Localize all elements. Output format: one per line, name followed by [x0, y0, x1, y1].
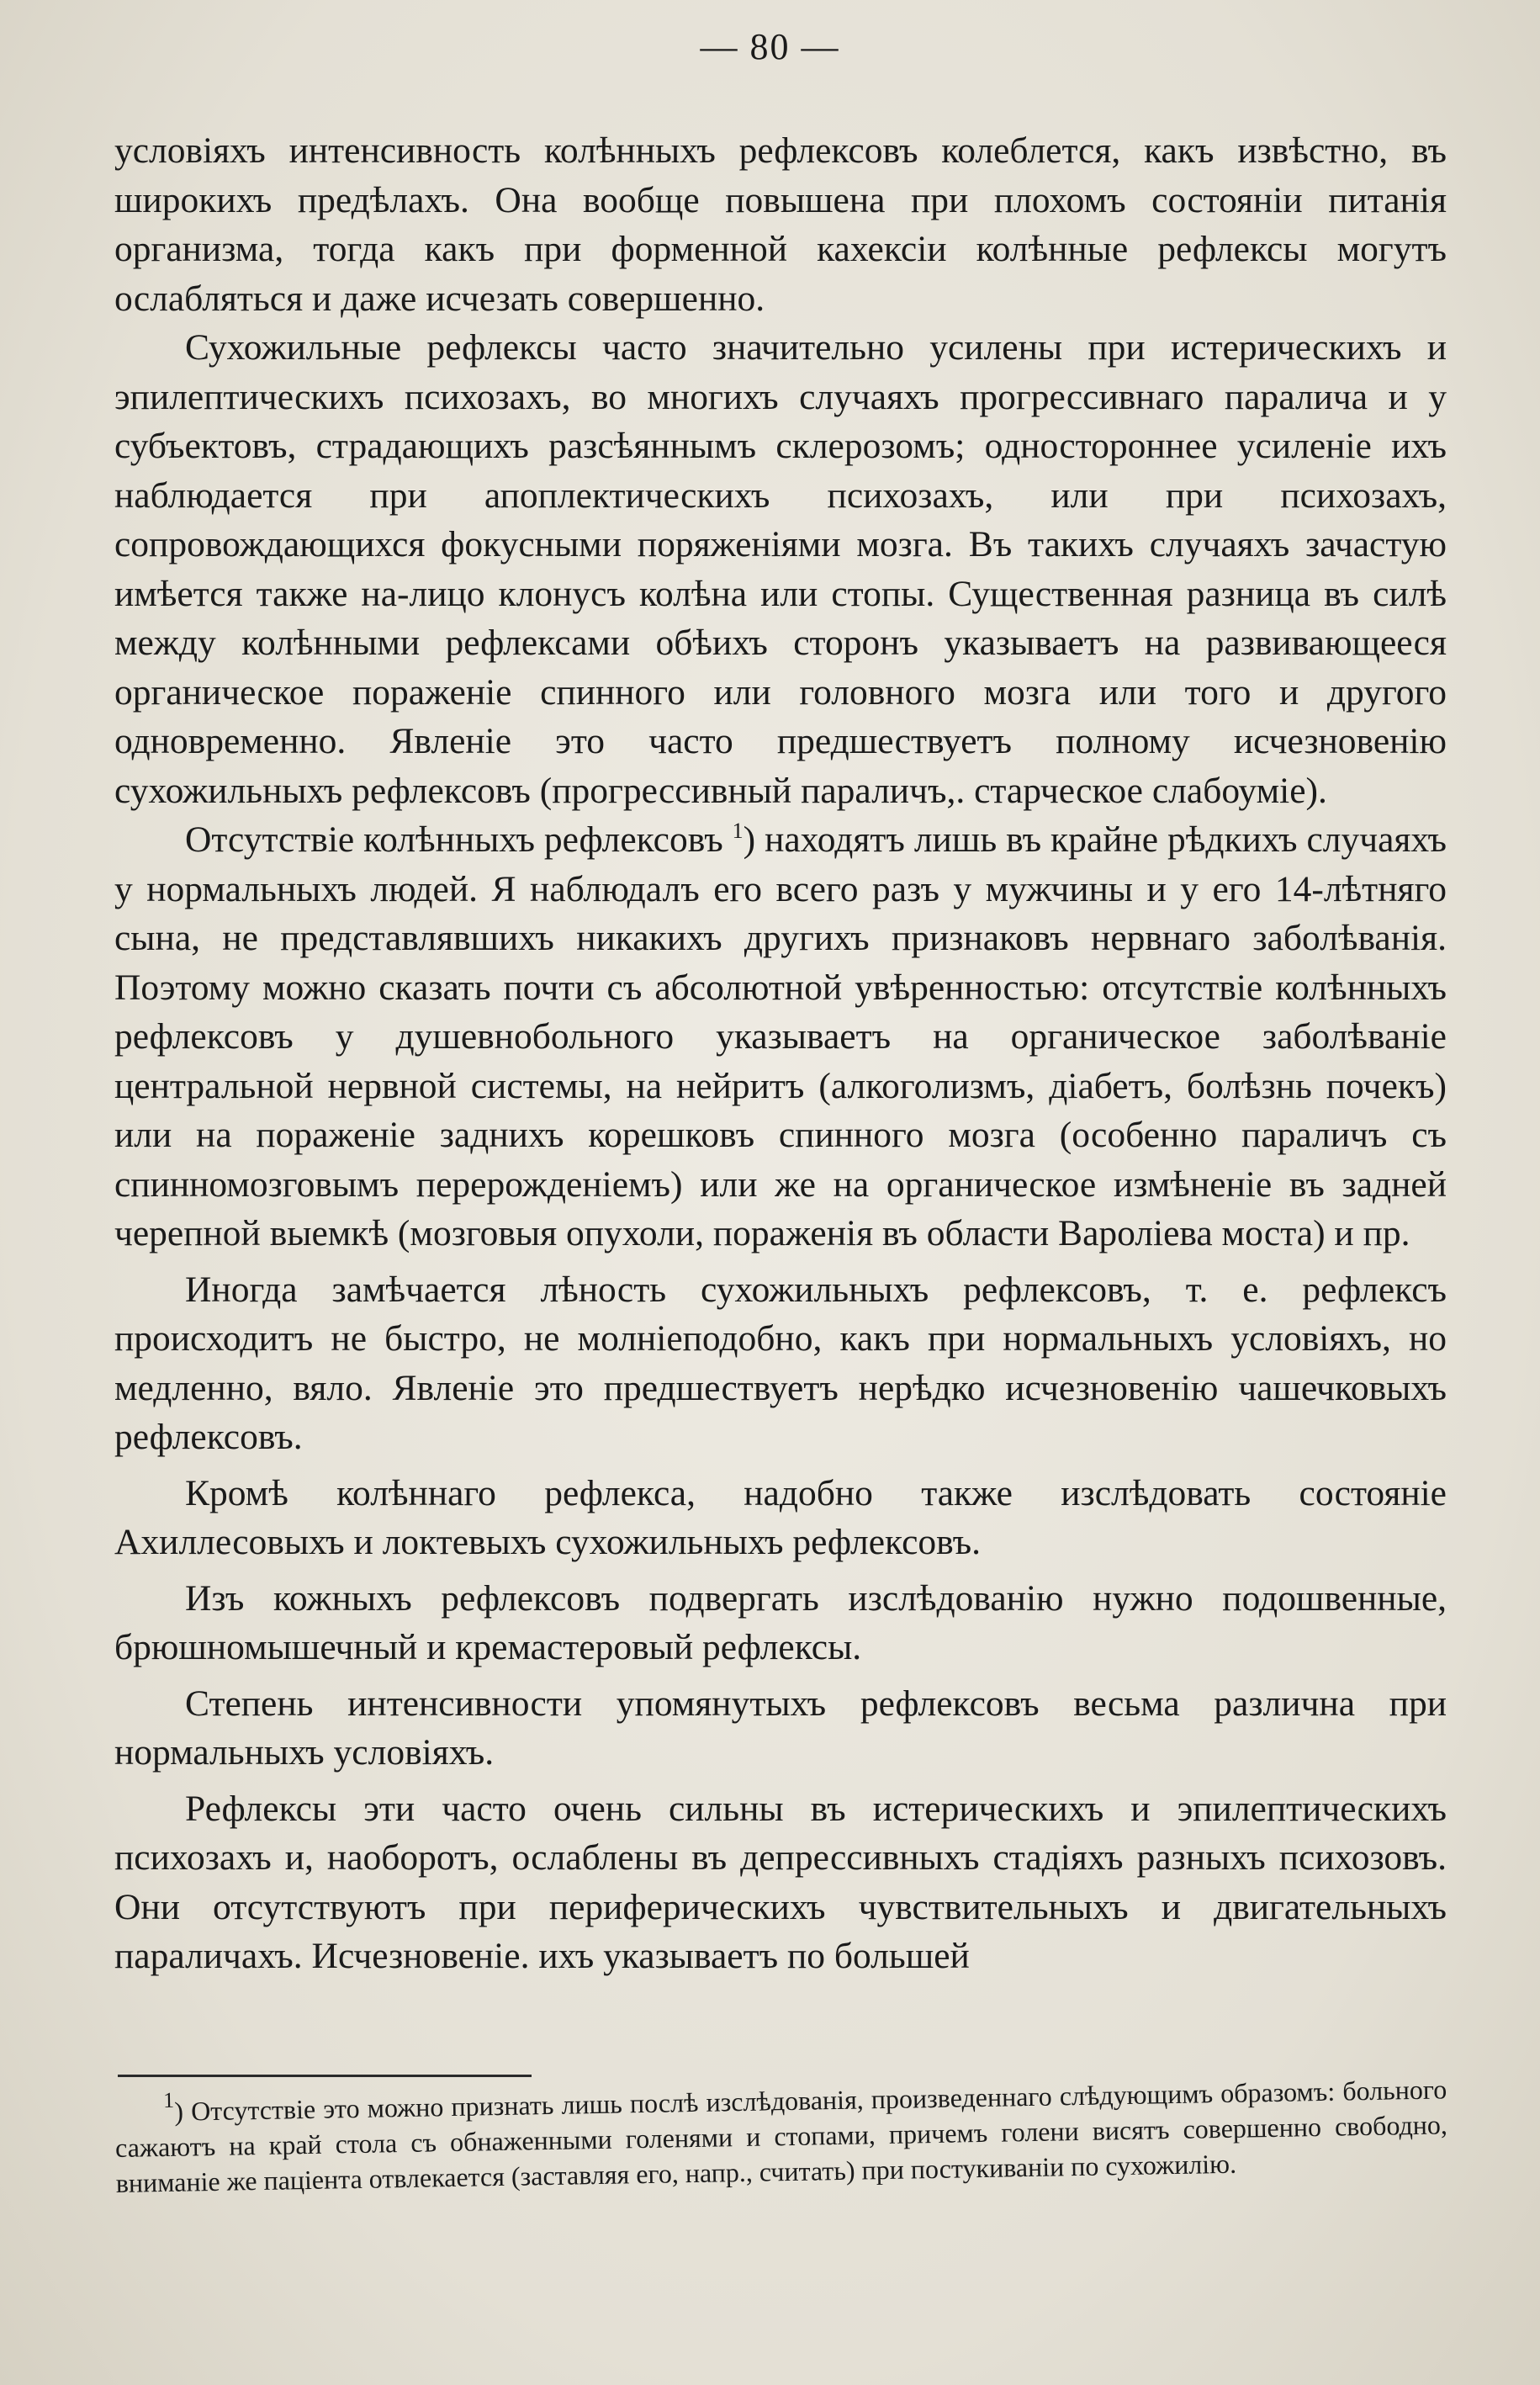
paragraph-continuation: условіяхъ интенсивность колѣнныхъ рефлексовъ колеблется, какъ извѣстно, въ широкихъ предѣлахъ. Она вообще повышена при плохомъ состояніи питанія организма, тогда какъ при форменной кахексіи колѣнные рефлексы могутъ ослабляться и даже исчезать совершенно.	[114, 130, 1447, 319]
footnote-reference[interactable]: 1	[732, 819, 744, 843]
footnote-mark: 1	[162, 2087, 175, 2112]
paragraph-knee-reflex: Кромѣ колѣннаго рефлекса, надобно также изслѣдовать состояніе Ахиллесовыхъ и локтевыхъ сухожильныхъ рефлексовъ.	[114, 1472, 1447, 1562]
paragraph-text-end: ) находятъ лишь въ крайне рѣдкихъ случаяхъ у нормальныхъ людей. Я наблюдалъ его всего разъ у мужчины и у его 14-лѣтняго сына, не представлявшихъ никакихъ другихъ признаковъ нервнаго заболѣванія. Поэтому можно сказать почти съ абсолютной увѣренностью: отсутствіе колѣнныхъ рефлексовъ у душевнобольного указываетъ на органическое заболѣваніе центральной нервной системы, на нейритъ (алкоголизмъ, діабетъ, болѣзнь почекъ) или на пораженіе заднихъ корешковъ спинного мозга (особенно параличъ съ спинномозговымъ перерожденіемъ) или же на органическое измѣненіе въ задней черепной выемкѣ (мозговыя опухоли, пораженія въ области Вароліева моста) и пр.	[114, 819, 1447, 1253]
paragraph-psychoses: Рефлексы эти часто очень сильны въ истерическихъ и эпилептическихъ психозахъ и, наоборотъ, ослаблены въ депрессивныхъ стадіяхъ разныхъ психозовъ. Они отсутствуютъ при периферическихъ чувствительныхъ и двигательныхъ параличахъ. Исчезновеніе. ихъ указываетъ по большей	[114, 1788, 1447, 1976]
paragraph-skin-reflexes: Изъ кожныхъ рефлексовъ подвергать изслѣдованію нужно подошвенные, брюшномышечный и кремастеровый рефлексы.	[114, 1577, 1447, 1667]
footnote-separator	[118, 2075, 532, 2077]
page-number: — 80 —	[700, 26, 840, 67]
main-text	[114, 126, 1447, 1981]
paragraph-tendon-reflexes: Сухожильные рефлексы часто значительно усилены при истерическихъ и эпилептическихъ психозахъ, во многихъ случаяхъ прогрессивнаго паралича и у субъектовъ, страдающихъ разсѣяннымъ склерозомъ; одностороннее усиленіе ихъ наблюдается при апоплектическихъ психозахъ, или при психозахъ, сопровождающихся фокусными поряженіями мозга. Въ такихъ случаяхъ зачастую имѣется также на-лицо клонусъ колѣна или стопы. Существенная разница въ силѣ между колѣнными рефлексами обѣихъ сторонъ указываетъ на развивающееся органическое пораженіе спинного или головного мозга или того и другого одновременно. Явленіе это часто предшествуетъ полному исчезновенію сухожильныхъ рефлексовъ (прогрессивный параличъ,. старческое слабоуміе).	[114, 327, 1447, 811]
paragraph-absence-of-reflexes	[114, 815, 1447, 1259]
paragraph-sluggish-reflexes: Иногда замѣчается лѣность сухожильныхъ рефлексовъ, т. е. рефлексъ происходитъ не быстро, не молніеподобно, какъ при нормальныхъ условіяхъ, но медленно, вяло. Явленіе это предшествуетъ нерѣдко исчезновенію чашечковыхъ рефлексовъ.	[114, 1269, 1447, 1457]
paragraph-intensity: Степень интенсивности упомянутыхъ рефлексовъ весьма различна при нормальныхъ условіяхъ.	[114, 1683, 1447, 1773]
footnote	[114, 2071, 1448, 2201]
paragraph-text-start: Отсутствіе колѣнныхъ рефлексовъ	[185, 819, 733, 860]
footnote-text: ) Отсутствіе это можно признать лишь послѣ изслѣдованія, произведеннаго слѣдующимъ образомъ: больного сажаютъ на край стола съ обнаженными голенями и стопами, причемъ голени висятъ совершенно свободно, вниманіе же паціента отвлекается (заставляя его, напр., считать) при постукиваніи по сухожилію.	[114, 2074, 1448, 2198]
footnotes	[114, 2071, 1448, 2201]
